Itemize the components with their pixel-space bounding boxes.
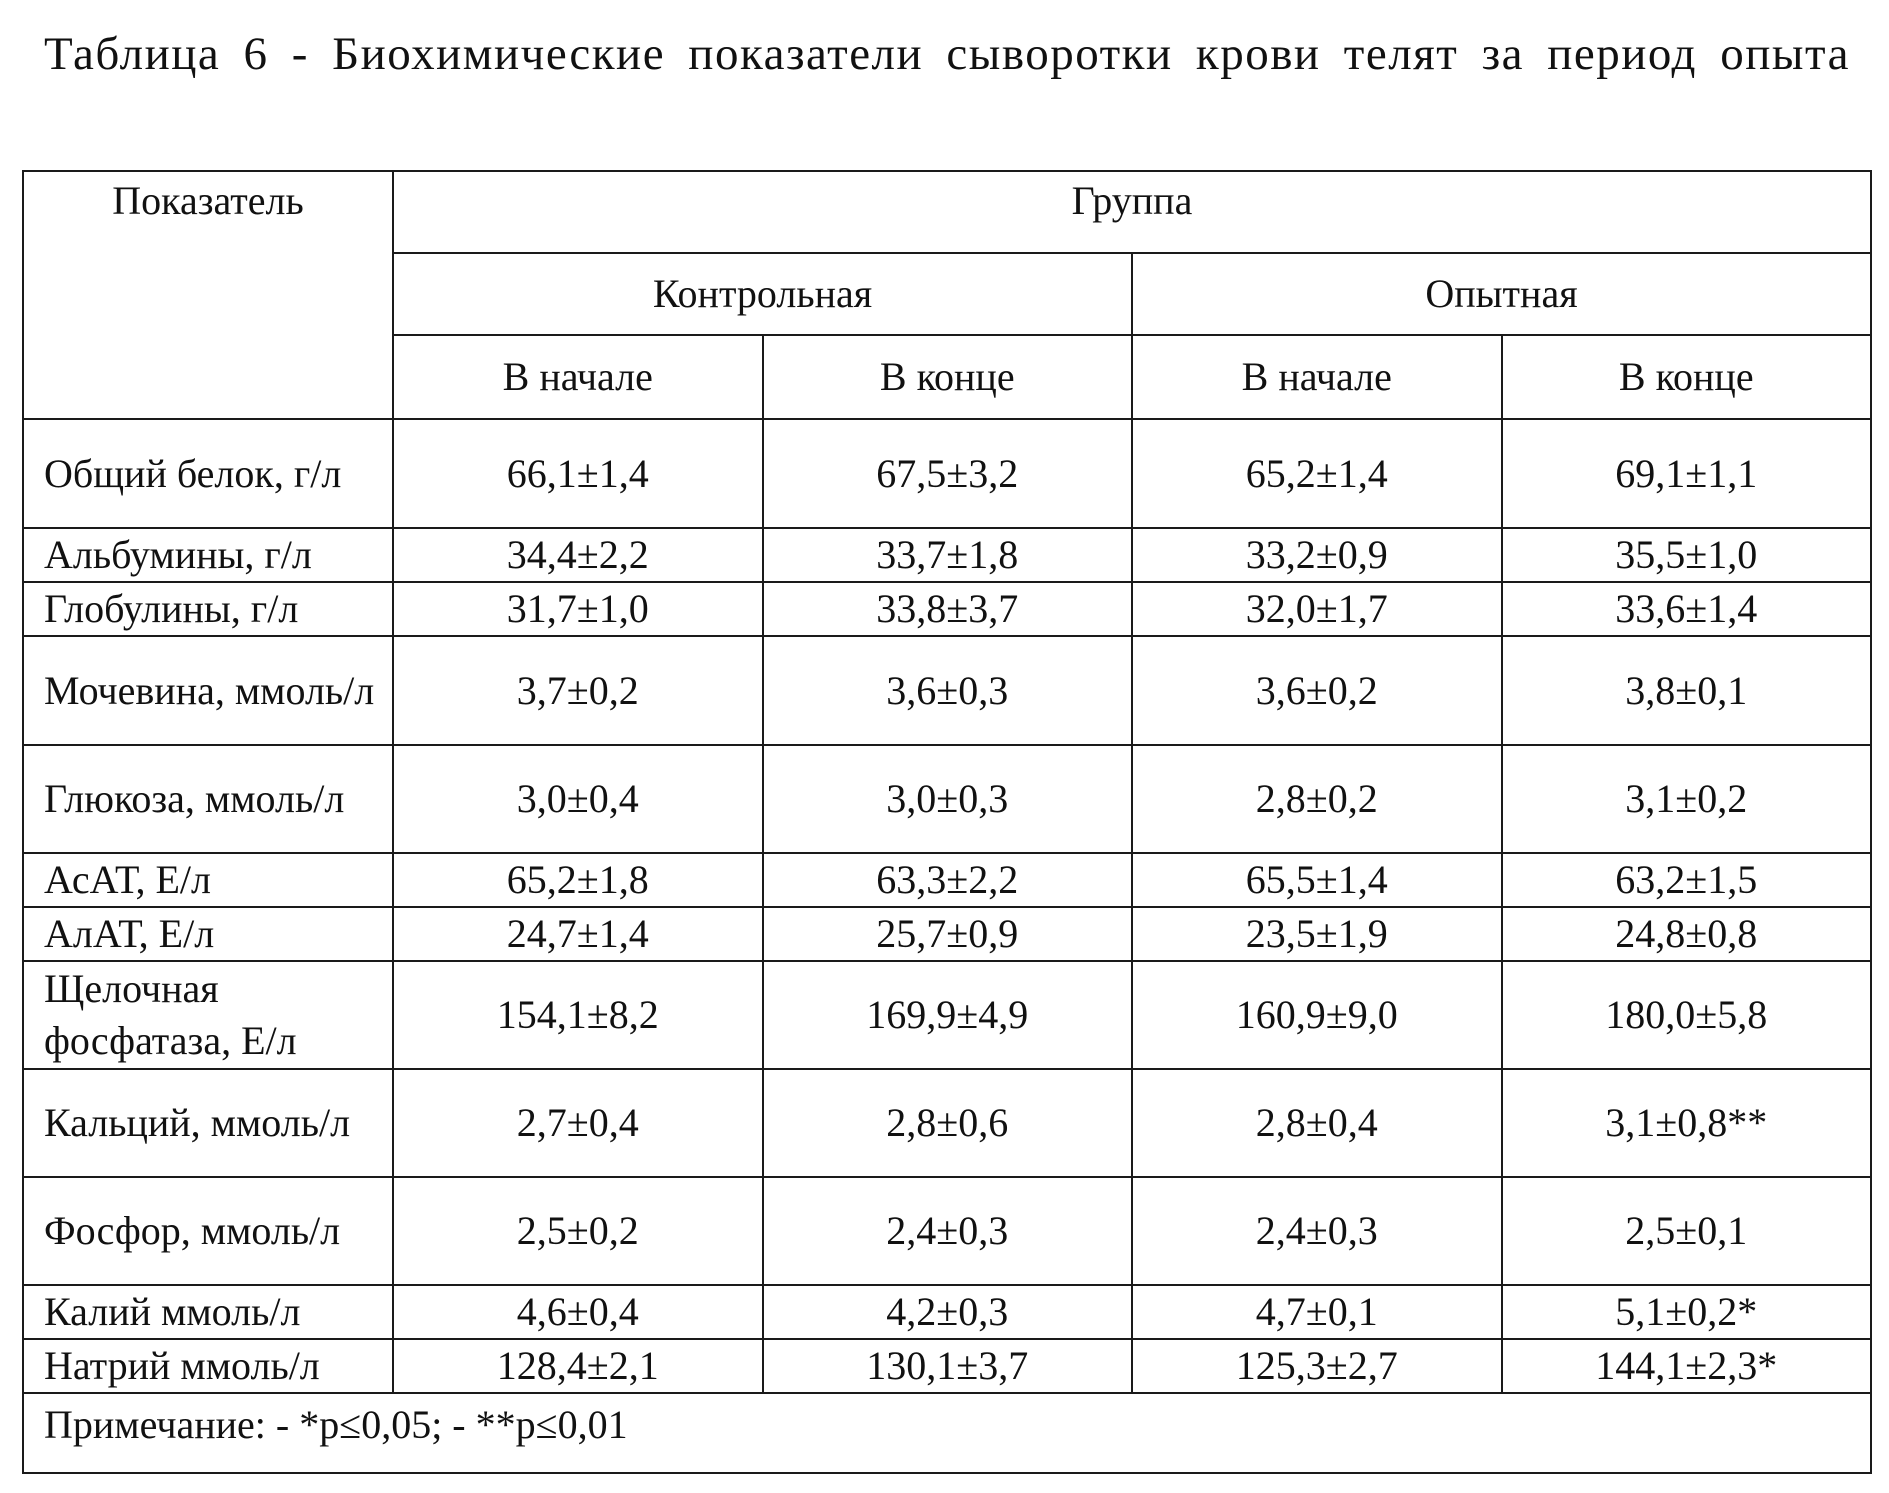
table-row [23,745,1871,853]
row-label: Калий ммоль/л [23,1285,393,1339]
cell-control-end: 3,6±0,3 [763,636,1133,745]
cell-control-end: 169,9±4,9 [763,961,1133,1069]
row-label: Общий белок, г/л [23,419,393,528]
cell-control-begin: 65,2±1,8 [393,853,763,907]
table-row [23,1069,1871,1177]
cell-experimental-end: 35,5±1,0 [1502,528,1872,582]
cell-experimental-end: 69,1±1,1 [1502,419,1872,528]
header-experimental: Опытная [1132,253,1871,335]
cell-experimental-end: 3,1±0,8** [1502,1069,1872,1177]
row-label: Натрий ммоль/л [23,1339,393,1393]
cell-experimental-begin: 2,8±0,2 [1132,745,1502,853]
cell-control-end: 33,7±1,8 [763,528,1133,582]
cell-control-begin: 154,1±8,2 [393,961,763,1069]
header-control-begin: В начале [394,336,764,418]
table-row [23,1177,1871,1285]
table-header [23,171,1871,419]
header-row-group [23,171,1871,253]
table-row [23,528,1871,582]
biochemistry-table [22,170,1872,420]
cell-experimental-end: 3,1±0,2 [1502,745,1872,853]
row-label: Глюкоза, ммоль/л [23,745,393,853]
cell-control-begin: 4,6±0,4 [393,1285,763,1339]
table-row [23,1285,1871,1339]
cell-experimental-end: 180,0±5,8 [1502,961,1872,1069]
cell-control-end: 25,7±0,9 [763,907,1133,961]
table-caption: Таблица 6 - Биохимические показатели сыворотки крови телят за период опыта [44,22,1854,86]
cell-experimental-end: 144,1±2,3* [1502,1339,1872,1393]
table-row [23,961,1871,1069]
cell-control-begin: 31,7±1,0 [393,582,763,636]
cell-control-begin: 3,7±0,2 [393,636,763,745]
cell-experimental-begin: 23,5±1,9 [1132,907,1502,961]
cell-control-end: 33,8±3,7 [763,582,1133,636]
cell-control-begin: 24,7±1,4 [393,907,763,961]
cell-control-end: 4,2±0,3 [763,1285,1133,1339]
row-label: Альбумины, г/л [23,528,393,582]
row-label: АлАТ, Е/л [23,907,393,961]
cell-control-begin: 2,7±0,4 [393,1069,763,1177]
table-row [23,419,1871,528]
header-indicator: Показатель [23,171,393,419]
row-label: Мочевина, ммоль/л [23,636,393,745]
table-row [23,582,1871,636]
row-label: Фосфор, ммоль/л [23,1177,393,1285]
header-control: Контрольная [393,253,1132,335]
note-row [23,1393,1871,1473]
table-row [23,1339,1871,1393]
cell-control-begin: 128,4±2,1 [393,1339,763,1393]
cell-control-end: 3,0±0,3 [763,745,1133,853]
table-row [23,636,1871,745]
biochemistry-table-body [22,418,1872,1474]
cell-experimental-begin: 3,6±0,2 [1132,636,1502,745]
cell-experimental-begin: 32,0±1,7 [1132,582,1502,636]
header-experimental-end: В конце [1503,336,1871,418]
cell-experimental-end: 3,8±0,1 [1502,636,1872,745]
cell-control-end: 130,1±3,7 [763,1339,1133,1393]
header-group: Группа [393,171,1871,253]
row-label: Кальций, ммоль/л [23,1069,393,1177]
cell-experimental-end: 63,2±1,5 [1502,853,1872,907]
cell-experimental-begin: 2,4±0,3 [1132,1177,1502,1285]
cell-experimental-end: 24,8±0,8 [1502,907,1872,961]
row-label: Глобулины, г/л [23,582,393,636]
cell-control-begin: 66,1±1,4 [393,419,763,528]
cell-control-end: 67,5±3,2 [763,419,1133,528]
cell-experimental-end: 33,6±1,4 [1502,582,1872,636]
header-control-end: В конце [764,336,1132,418]
table-row [23,853,1871,907]
table-row [23,907,1871,961]
row-label: Щелочная фосфатаза, Е/л [23,961,393,1069]
cell-experimental-end: 2,5±0,1 [1502,1177,1872,1285]
cell-experimental-begin: 4,7±0,1 [1132,1285,1502,1339]
row-label: АсАТ, Е/л [23,853,393,907]
cell-experimental-end: 5,1±0,2* [1502,1285,1872,1339]
cell-control-end: 2,8±0,6 [763,1069,1133,1177]
cell-control-end: 2,4±0,3 [763,1177,1133,1285]
cell-control-begin: 2,5±0,2 [393,1177,763,1285]
cell-control-begin: 3,0±0,4 [393,745,763,853]
cell-control-end: 63,3±2,2 [763,853,1133,907]
cell-control-begin: 34,4±2,2 [393,528,763,582]
cell-experimental-begin: 65,2±1,4 [1132,419,1502,528]
cell-experimental-begin: 125,3±2,7 [1132,1339,1502,1393]
table-note: Примечание: - *р≤0,05; - **р≤0,01 [23,1393,1871,1473]
header-experimental-begin: В начале [1133,336,1503,418]
cell-experimental-begin: 33,2±0,9 [1132,528,1502,582]
cell-experimental-begin: 2,8±0,4 [1132,1069,1502,1177]
cell-experimental-begin: 160,9±9,0 [1132,961,1502,1069]
cell-experimental-begin: 65,5±1,4 [1132,853,1502,907]
